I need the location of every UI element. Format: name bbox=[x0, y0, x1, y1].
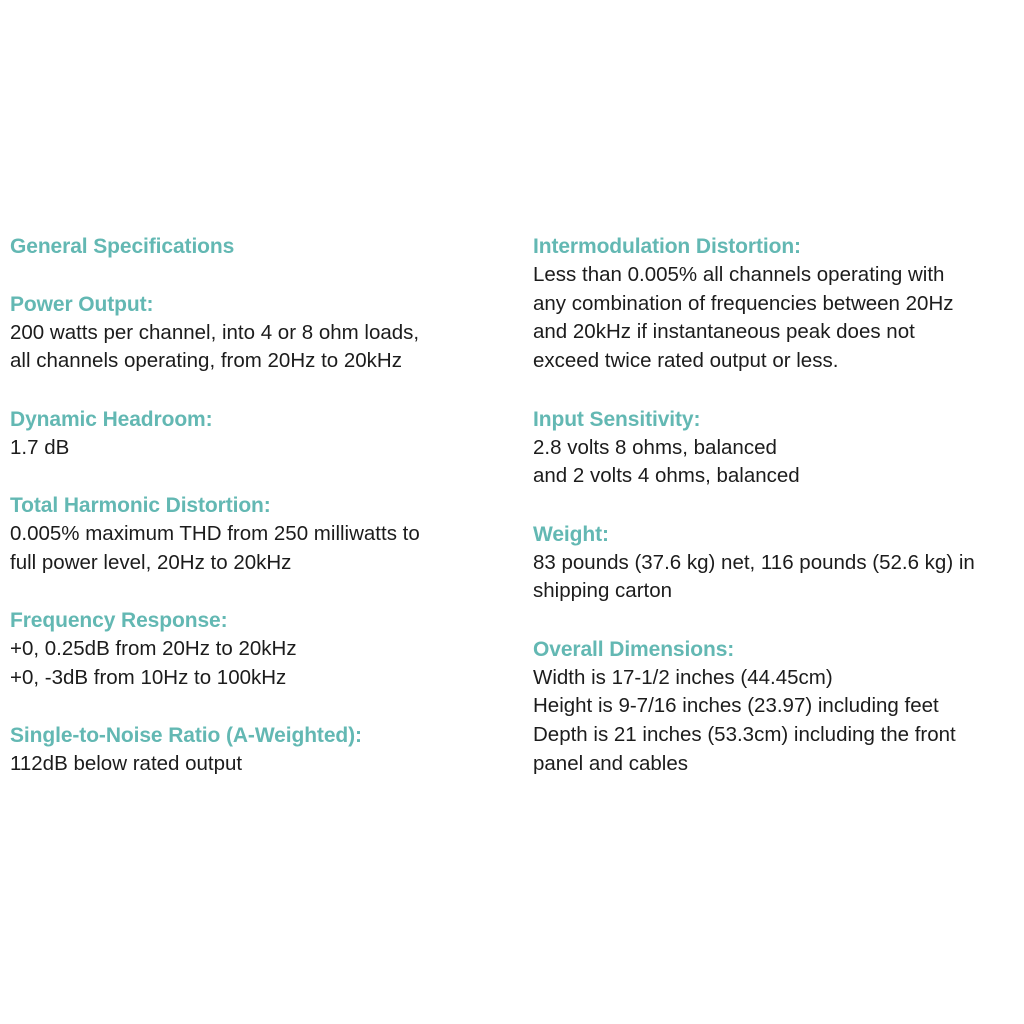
power-output-section bbox=[10, 290, 515, 376]
overall-dimensions-line: Depth is 21 inches (53.3cm) including the front bbox=[533, 723, 956, 747]
weight-section bbox=[533, 520, 1018, 606]
general-specifications-heading: General Specifications bbox=[10, 235, 235, 258]
dynamic-headroom-section bbox=[10, 405, 515, 463]
overall-dimensions-title: Overall Dimensions: bbox=[533, 637, 735, 661]
frequency-response-section bbox=[10, 606, 515, 692]
weight-line: shipping carton bbox=[533, 579, 673, 603]
input-sensitivity-title: Input Sensitivity: bbox=[533, 407, 701, 431]
total-harmonic-distortion-line: 0.005% maximum THD from 250 milliwatts to bbox=[10, 522, 420, 546]
left-column bbox=[10, 232, 515, 808]
intermodulation-distortion-line: Less than 0.005% all channels operating with bbox=[533, 263, 945, 286]
power-output-line: 200 watts per channel, into 4 or 8 ohm loads, bbox=[10, 320, 420, 344]
total-harmonic-distortion-title: Total Harmonic Distortion: bbox=[10, 494, 271, 518]
input-sensitivity-section bbox=[533, 405, 1018, 491]
intermodulation-distortion-line: any combination of frequencies between 20Hz bbox=[533, 291, 954, 315]
intermodulation-distortion-line: and 20kHz if instantaneous peak does not bbox=[533, 320, 915, 344]
dynamic-headroom-line: 1.7 dB bbox=[10, 435, 70, 459]
weight-title: Weight: bbox=[533, 522, 609, 546]
frequency-response-title: Frequency Response: bbox=[10, 609, 228, 633]
overall-dimensions-section bbox=[533, 635, 1018, 779]
total-harmonic-distortion-section bbox=[10, 491, 515, 577]
intermodulation-distortion-section bbox=[533, 232, 1018, 376]
input-sensitivity-line: 2.8 volts 8 ohms, balanced bbox=[533, 435, 777, 459]
overall-dimensions-line: Width is 17-1/2 inches (44.45cm) bbox=[533, 665, 833, 689]
weight-line: 83 pounds (37.6 kg) net, 116 pounds (52.6 kg) in bbox=[533, 550, 975, 574]
intermodulation-distortion-line: exceed twice rated output or less. bbox=[533, 349, 839, 373]
general-specifications-block bbox=[10, 232, 515, 261]
signal-to-noise-section bbox=[10, 721, 515, 779]
power-output-title: Power Output: bbox=[10, 292, 154, 316]
frequency-response-line: +0, 0.25dB from 20Hz to 20kHz bbox=[10, 637, 297, 661]
overall-dimensions-line: panel and cables bbox=[533, 751, 689, 775]
right-column bbox=[533, 232, 1018, 807]
overall-dimensions-line: Height is 9-7/16 inches (23.97) including feet bbox=[533, 694, 939, 718]
input-sensitivity-line: and 2 volts 4 ohms, balanced bbox=[533, 464, 800, 488]
signal-to-noise-title: Single-to-Noise Ratio (A-Weighted): bbox=[10, 724, 362, 748]
power-output-line: all channels operating, from 20Hz to 20kHz bbox=[10, 349, 402, 373]
total-harmonic-distortion-line: full power level, 20Hz to 20kHz bbox=[10, 550, 292, 574]
intermodulation-distortion-title: Intermodulation Distortion: bbox=[533, 235, 801, 258]
dynamic-headroom-title: Dynamic Headroom: bbox=[10, 407, 213, 431]
signal-to-noise-line: 112dB below rated output bbox=[10, 752, 243, 776]
frequency-response-line: +0, -3dB from 10Hz to 100kHz bbox=[10, 665, 287, 689]
